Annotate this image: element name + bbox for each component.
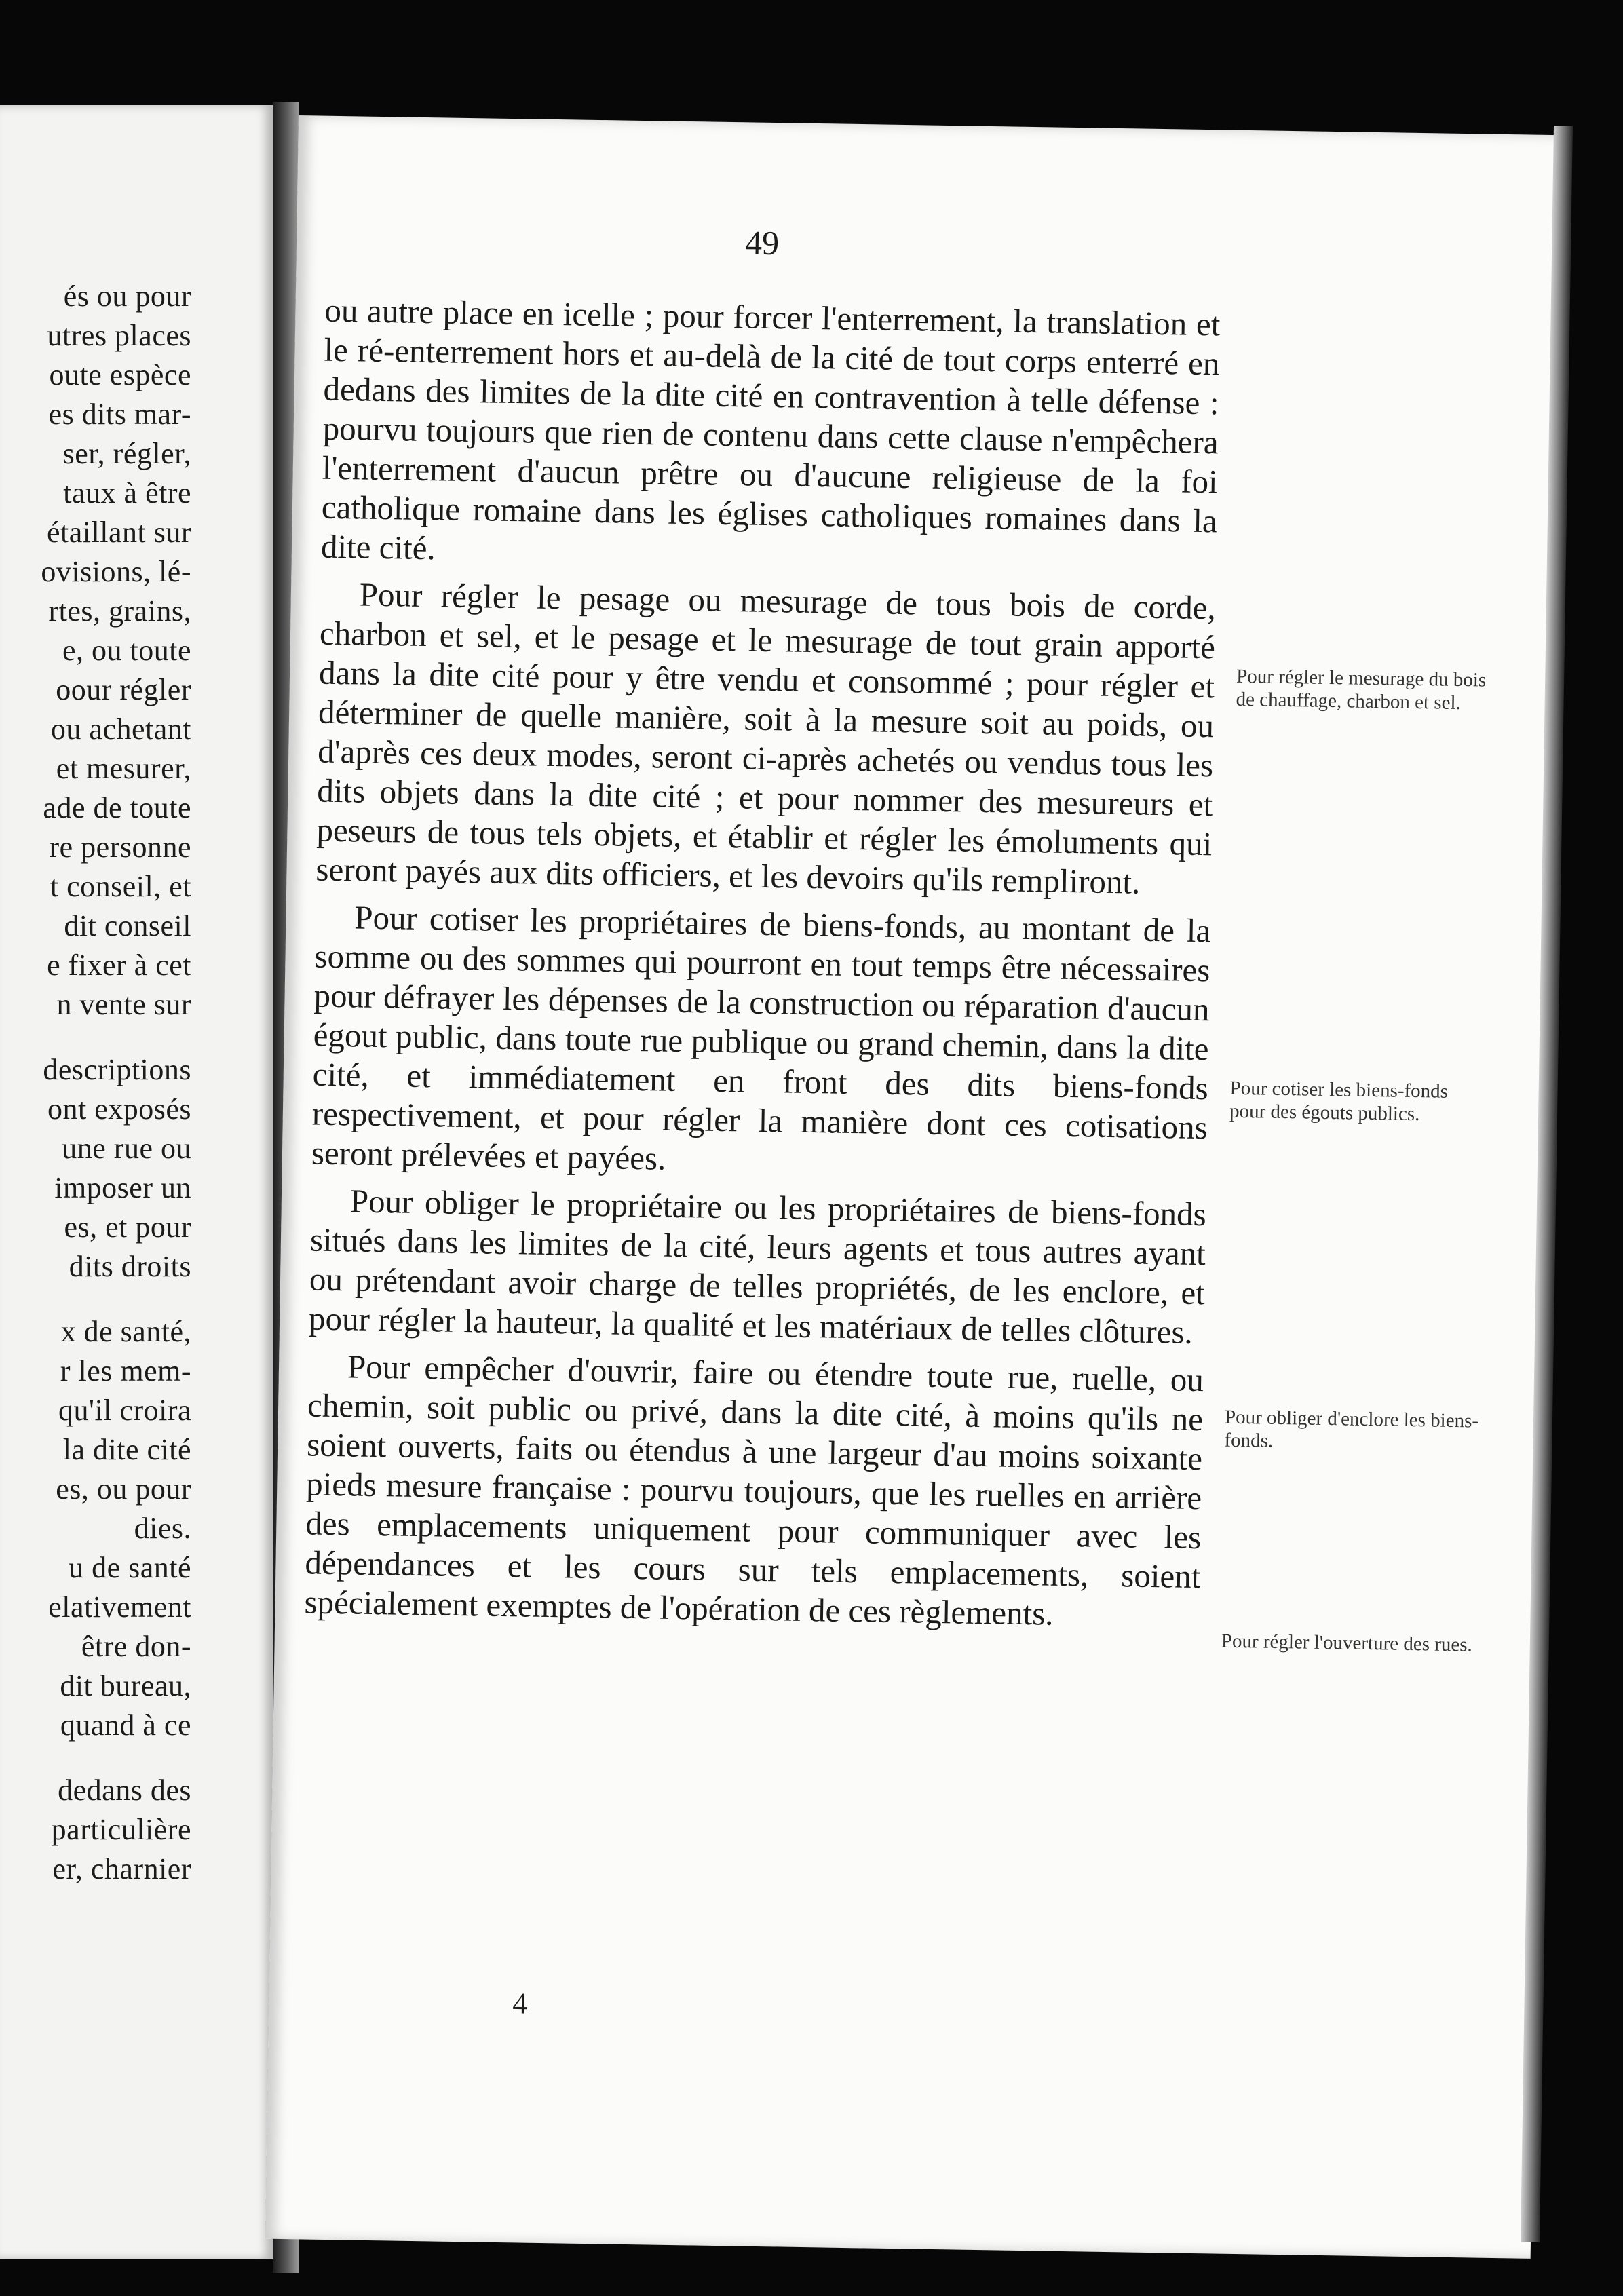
- left-page-line: e fixer à cet: [47, 949, 191, 982]
- left-page-line: es, et pour: [64, 1210, 191, 1244]
- left-page-line: e, ou toute: [62, 634, 191, 667]
- page-number: 49: [744, 223, 780, 263]
- left-page-line: rtes, grains,: [48, 594, 191, 628]
- page-body: [304, 291, 1221, 1636]
- margin-note-egouts: Pour cotiser les biens-fonds pour des égouts publics.: [1229, 1077, 1449, 1126]
- right-page: [265, 115, 1564, 2259]
- left-page-line: descriptions: [43, 1053, 191, 1086]
- left-page-line: la dite cité: [62, 1433, 191, 1466]
- left-page-line: n vente sur: [56, 988, 191, 1021]
- left-page-line: quand à ce: [60, 1708, 191, 1742]
- left-page-line: és ou pour: [63, 280, 191, 313]
- left-page-line: oour régler: [56, 673, 191, 706]
- left-page-line: ade de toute: [43, 791, 191, 824]
- left-page-line: étaillant sur: [47, 516, 191, 549]
- left-page-line: u de santé: [69, 1551, 191, 1584]
- left-page-line: dit conseil: [64, 909, 191, 942]
- left-page-line: particulière: [51, 1813, 191, 1846]
- left-page-line: oute espèce: [49, 358, 191, 391]
- left-page-line: dedans des: [58, 1774, 191, 1807]
- left-page-line: ser, régler,: [62, 437, 191, 470]
- paragraph-3: Pour cotiser les propriétaires de biens-fonds, au montant de la somme ou des sommes qui pourront en tout temps être nécessaires pour défrayer les dépenses de la construction ou réparation d'aucun égout public, dans toute rue publique ou grand chemin, dans la dite cité, et immédiatement en front des dits biens-fonds respectivement, et pour régler la manière dont ces cotisations seront prélevées et payées.: [311, 898, 1211, 1177]
- left-page-line: taux à être: [63, 476, 191, 510]
- paragraph-4: Pour obliger le propriétaire ou les propriétaires de biens-fonds situés dans les limites de la cité, leurs agents et tous autres ayant ou prétendant avoir charge de telles propriétés, de les enclore, et pour régler la hauteur, la qualité et les matériaux de telles clôtures.: [308, 1182, 1207, 1351]
- margin-note-mesurage: Pour régler le mesurage du bois de chauffage, charbon et sel.: [1236, 665, 1487, 714]
- margin-note-rues: Pour régler l'ouverture des rues.: [1221, 1630, 1473, 1656]
- left-page-line: er, charnier: [52, 1852, 191, 1886]
- left-page-line: être don-: [81, 1630, 191, 1663]
- left-page-line: qu'il croira: [58, 1394, 191, 1427]
- margin-note-enclore: Pour obliger d'enclore les biens-fonds.: [1224, 1406, 1479, 1452]
- signature-mark: 4: [512, 1987, 528, 2021]
- left-page-line: dies.: [134, 1512, 191, 1545]
- left-page-line: et mesurer,: [56, 752, 191, 785]
- left-page-line: ovisions, lé-: [41, 555, 191, 588]
- left-page-line: es, ou pour: [56, 1472, 191, 1506]
- paragraph-1: ou autre place en icelle ; pour forcer l'enterrement, la translation et le ré-enterrement hors et au-delà de la cité de tout corps enterré en dedans des limites de la dite cité en contravention à telle défense : pourvu toujours que rien de contenu dans cette clause n'empêchera l'enterrement d'aucun prêtre ou d'aucune religieuse de la foi catholique romaine dans les églises catholiques romaines dans la dite cité.: [320, 291, 1221, 567]
- left-page-line: es dits mar-: [48, 398, 191, 431]
- left-page-line: re personne: [49, 830, 191, 864]
- left-page-line: dits droits: [69, 1250, 191, 1283]
- paragraph-2: Pour régler le pesage ou mesurage de tous bois de corde, charbon et sel, et le pesage et le mesurage de tout grain apporté dans la dite cité pour y être vendu et consommé ; pour régler et déterminer de quelle manière, soit à la mesure soit au poids, ou d'après ces deux modes, seront ci-après achetés ou vendus tous les dits objets dans la dite cité ; et pour nommer des mesureurs et peseurs de tous tels objets, et établir et régler les émoluments qui seront payés aux dits officiers, et les devoirs qu'ils rempliront.: [316, 575, 1217, 901]
- left-page: [0, 105, 273, 2259]
- left-page-line: ou achetant: [50, 712, 191, 746]
- left-page-line: dit bureau,: [60, 1669, 191, 1702]
- left-page-line: une rue ou: [62, 1132, 191, 1165]
- paragraph-5: Pour empêcher d'ouvrir, faire ou étendre toute rue, ruelle, ou chemin, soit public ou privé, dans la dite cité, à moins qu'ils ne soient ouverts, faits ou étendus à une largeur d'au moins soixante pieds mesure française : pourvu toujours, que les ruelles en arrière des emplacements uniquement pour communiquer avec les dépendances et les cours sur tels emplacements, soient spécialement exemptes de l'opération de ces règlements.: [304, 1347, 1204, 1632]
- left-page-line: t conseil, et: [50, 870, 191, 903]
- left-page-line: r les mem-: [60, 1354, 191, 1388]
- left-page-line: ont exposés: [47, 1092, 191, 1126]
- left-page-line: utres places: [47, 319, 191, 352]
- left-page-line: imposer un: [54, 1171, 191, 1204]
- left-page-line: elativement: [48, 1590, 191, 1624]
- left-page-line: x de santé,: [60, 1315, 191, 1348]
